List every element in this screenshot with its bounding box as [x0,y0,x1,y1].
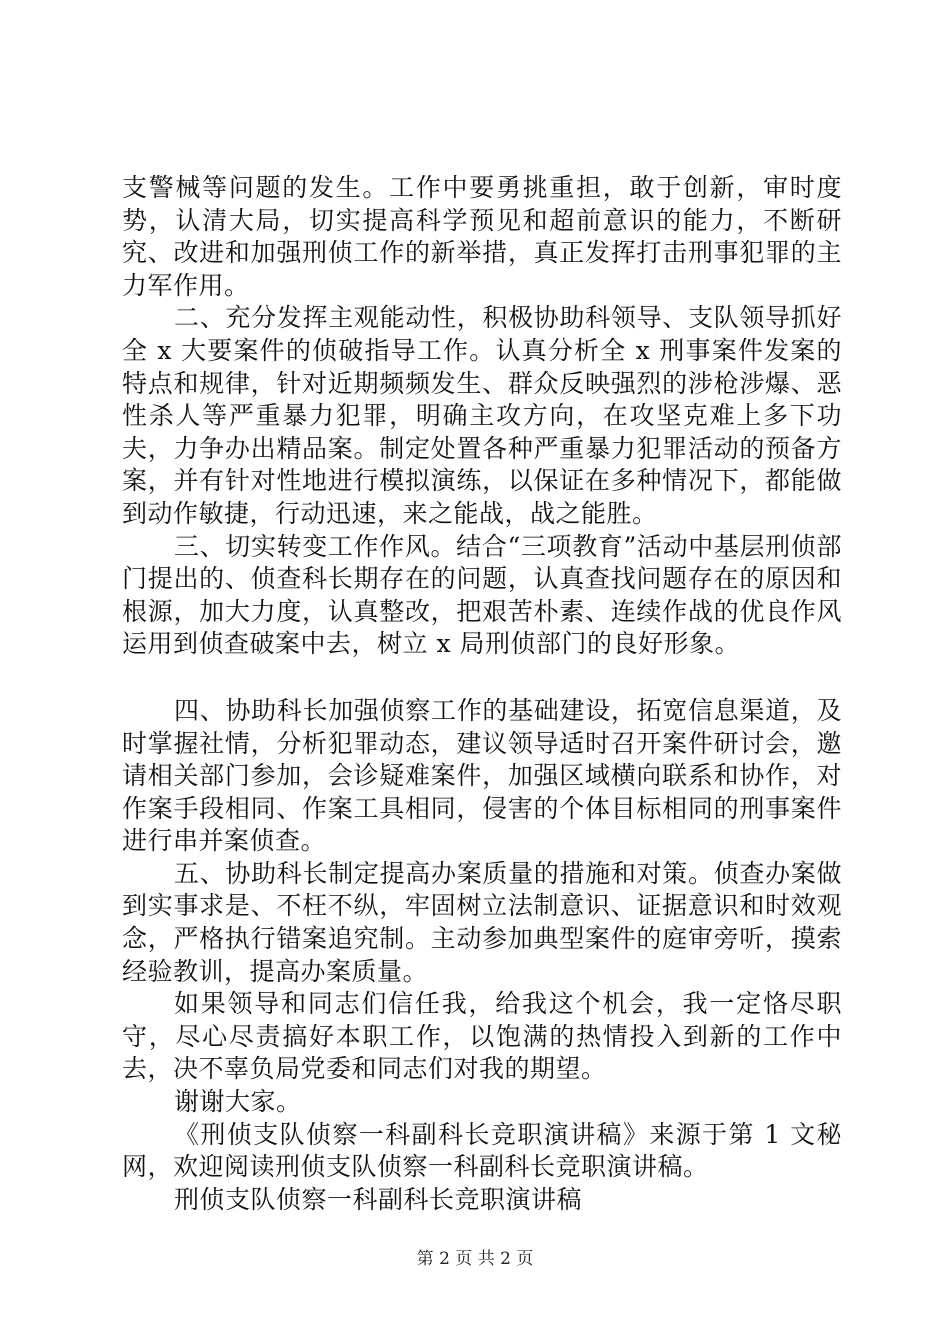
paragraph-source-note: 《刑侦支队侦察一科副科长竞职演讲稿》来源于第 1 文秘网，欢迎阅读刑侦支队侦察一科副科长竞职演讲稿。 [122,1119,842,1182]
paragraph-point-two: 二、充分发挥主观能动性，积极协助科领导、支队领导抓好全 x 大要案件的侦破指导工作。认真分析全 x 刑事案件发案的特点和规律，针对近期频频发生、群众反映强烈的涉枪涉爆、恶性杀人等严重暴力犯罪，明确主攻方向，在攻坚克难上多下功夫，力争办出精品案。制定处置各种严重暴力犯罪活动的预备方案，并有针对性地进行模拟演练，以保证在多种情况下，都能做到动作敏捷，行动迅速，来之能战，战之能胜。 [122,303,842,528]
page-number-footer: 第 2 页 共 2 页 [416,1249,534,1269]
paragraph-thanks: 谢谢大家。 [174,1087,302,1117]
paragraph-continuation: 支警械等问题的发生。工作中要勇挑重担，敢于创新，审时度势，认清大局，切实提高科学预见和超前意识的能力，不断研究、改进和加强刑侦工作的新举措，真正发挥打击刑事犯罪的主力军作用。 [122,173,842,300]
paragraph-closing-pledge: 如果领导和同志们信任我，给我这个机会，我一定恪尽职守，尽心尽责搞好本职工作，以饱满的热情投入到新的工作中去，决不辜负局党委和同志们对我的期望。 [122,989,842,1084]
paragraph-title-repeat: 刑侦支队侦察一科副科长竞职演讲稿 [174,1184,583,1214]
document-body [122,172,842,1216]
paragraph-point-four: 四、协助科长加强侦察工作的基础建设，拓宽信息渠道，及时掌握社情，分析犯罪动态，建议领导适时召开案件研讨会，邀请相关部门参加，会诊疑难案件，加强区域横向联系和协作，对作案手段相同、作案工具相同，侵害的个体目标相同的刑事案件进行串并案侦查。 [122,695,842,856]
paragraph-point-five: 五、协助科长制定提高办案质量的措施和对策。侦查办案做到实事求是、不枉不纵，牢固树立法制意识、证据意识和时效观念，严格执行错案追究制。主动参加典型案件的庭审旁听，摸索经验教训，提高办案质量。 [122,858,842,986]
paragraph-point-three: 三、切实转变工作作风。结合“三项教育”活动中基层刑侦部门提出的、侦查科长期存在的问题，认真查找问题存在的原因和根源，加大力度，认真整改，把艰苦朴素、连续作战的优良作风运用到侦查破案中去，树立 x 局刑侦部门的良好形象。 [122,531,842,659]
paragraph-spacer [122,661,842,695]
